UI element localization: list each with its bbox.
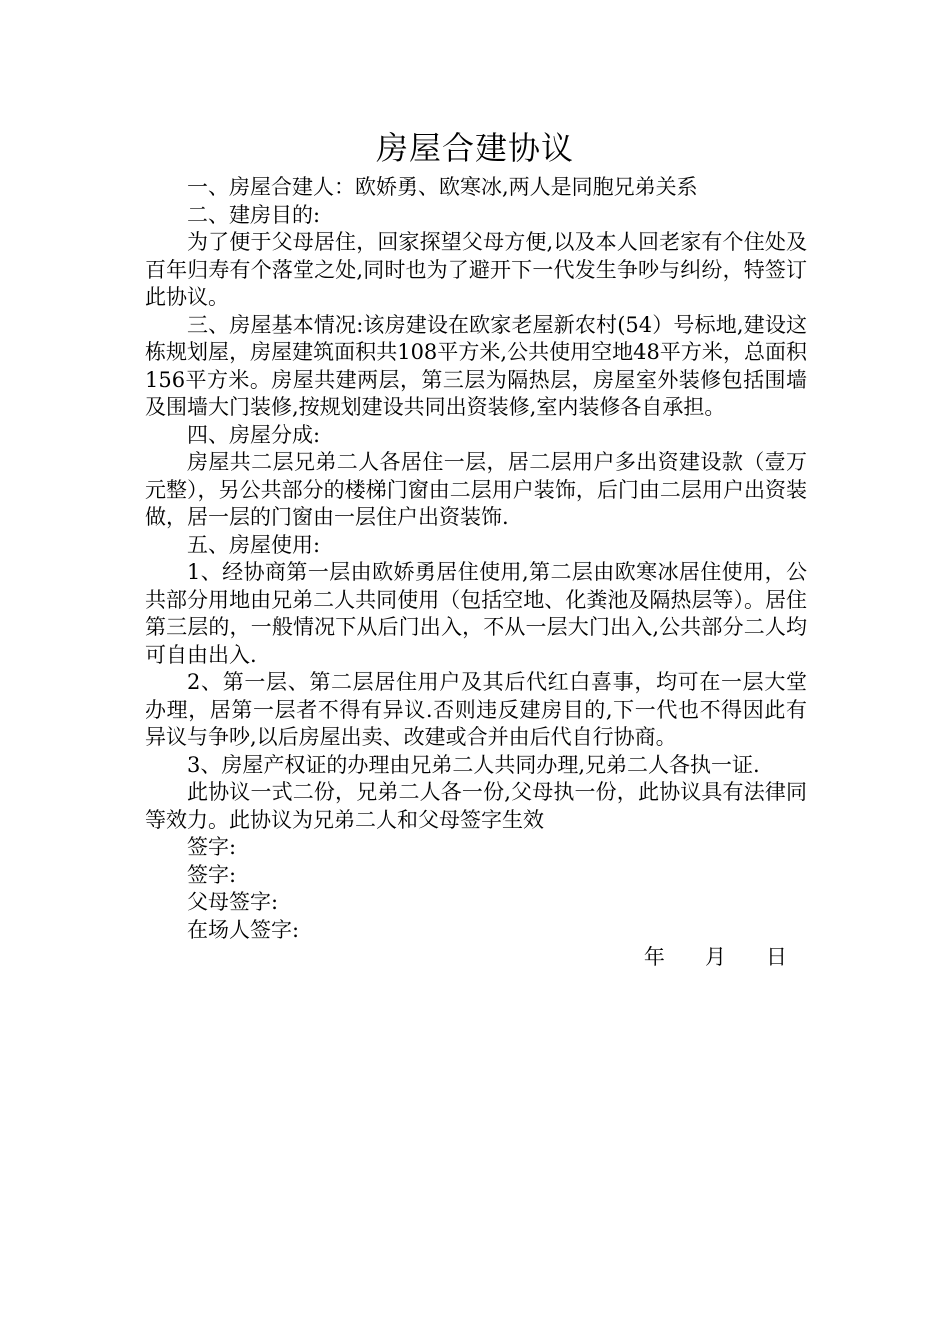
signature-line-1: 签字:	[187, 835, 237, 859]
paragraph-validity: 此协议一式二份，兄弟二人各一份,父母执一份，此协议具有法律同等效力。此协议为兄弟二人和父母签字生效	[145, 780, 807, 832]
paragraph-cobuilders: 一、房屋合建人：欧娇勇、欧寒冰,两人是同胞兄弟关系	[187, 175, 698, 199]
paragraph-division: 房屋共二层兄弟二人各居住一层，居二层用户多出资建设款（壹万元整），另公共部分的楼梯门窗由二层用户装饰，后门由二层用户出资装做，居一层的门窗由一层住户出资装饰.	[145, 450, 807, 529]
heading-purpose: 二、建房目的:	[187, 202, 321, 227]
heading-division: 四、房屋分成:	[187, 422, 321, 447]
document-title: 房屋合建协议	[375, 129, 574, 167]
document-body	[145, 174, 807, 972]
paragraph-basic-info: 三、房屋基本情况:该房建设在欧家老屋新农村(54）号标地,建设这栋规划屋，房屋建筑面积共108平方米,公共使用空地48平方米，总面积156平方米。房屋共建两层，第三层为隔热层，房屋室外装修包括围墙及围墙大门装修,按规划建设共同出资装修,室内装修各自承担。	[145, 312, 807, 419]
date-line: 年 月 日	[643, 945, 787, 969]
signature-line-parents: 父母签字:	[187, 890, 279, 914]
signature-line-witness: 在场人签字:	[187, 917, 300, 942]
heading-usage: 五、房屋使用:	[187, 532, 321, 557]
paragraph-usage-3: 3、房屋产权证的办理由兄弟二人共同办理,兄弟二人各执一证.	[187, 752, 760, 777]
paragraph-usage-2: 2、第一层、第二层居住用户及其后代红白喜事，均可在一层大堂办理，居第一层者不得有异议.否则违反建房目的,下一代也不得因此有异议与争吵,以后房屋出卖、改建或合并由后代自行协商。	[145, 670, 807, 749]
paragraph-purpose: 为了便于父母居住，回家探望父母方便,以及本人回老家有个住处及百年归寿有个落堂之处,同时也为了避开下一代发生争吵与纠纷，特签订此协议。	[145, 230, 807, 309]
paragraph-usage-1: 1、经协商第一层由欧娇勇居住使用,第二层由欧寒冰居住使用，公共部分用地由兄弟二人共同使用（包括空地、化粪池及隔热层等）。居住第三层的，一般情况下从后门出入，不从一层大门出入,公共部分二人均可自由出入.	[145, 560, 807, 667]
signature-line-2: 签字:	[187, 862, 237, 887]
